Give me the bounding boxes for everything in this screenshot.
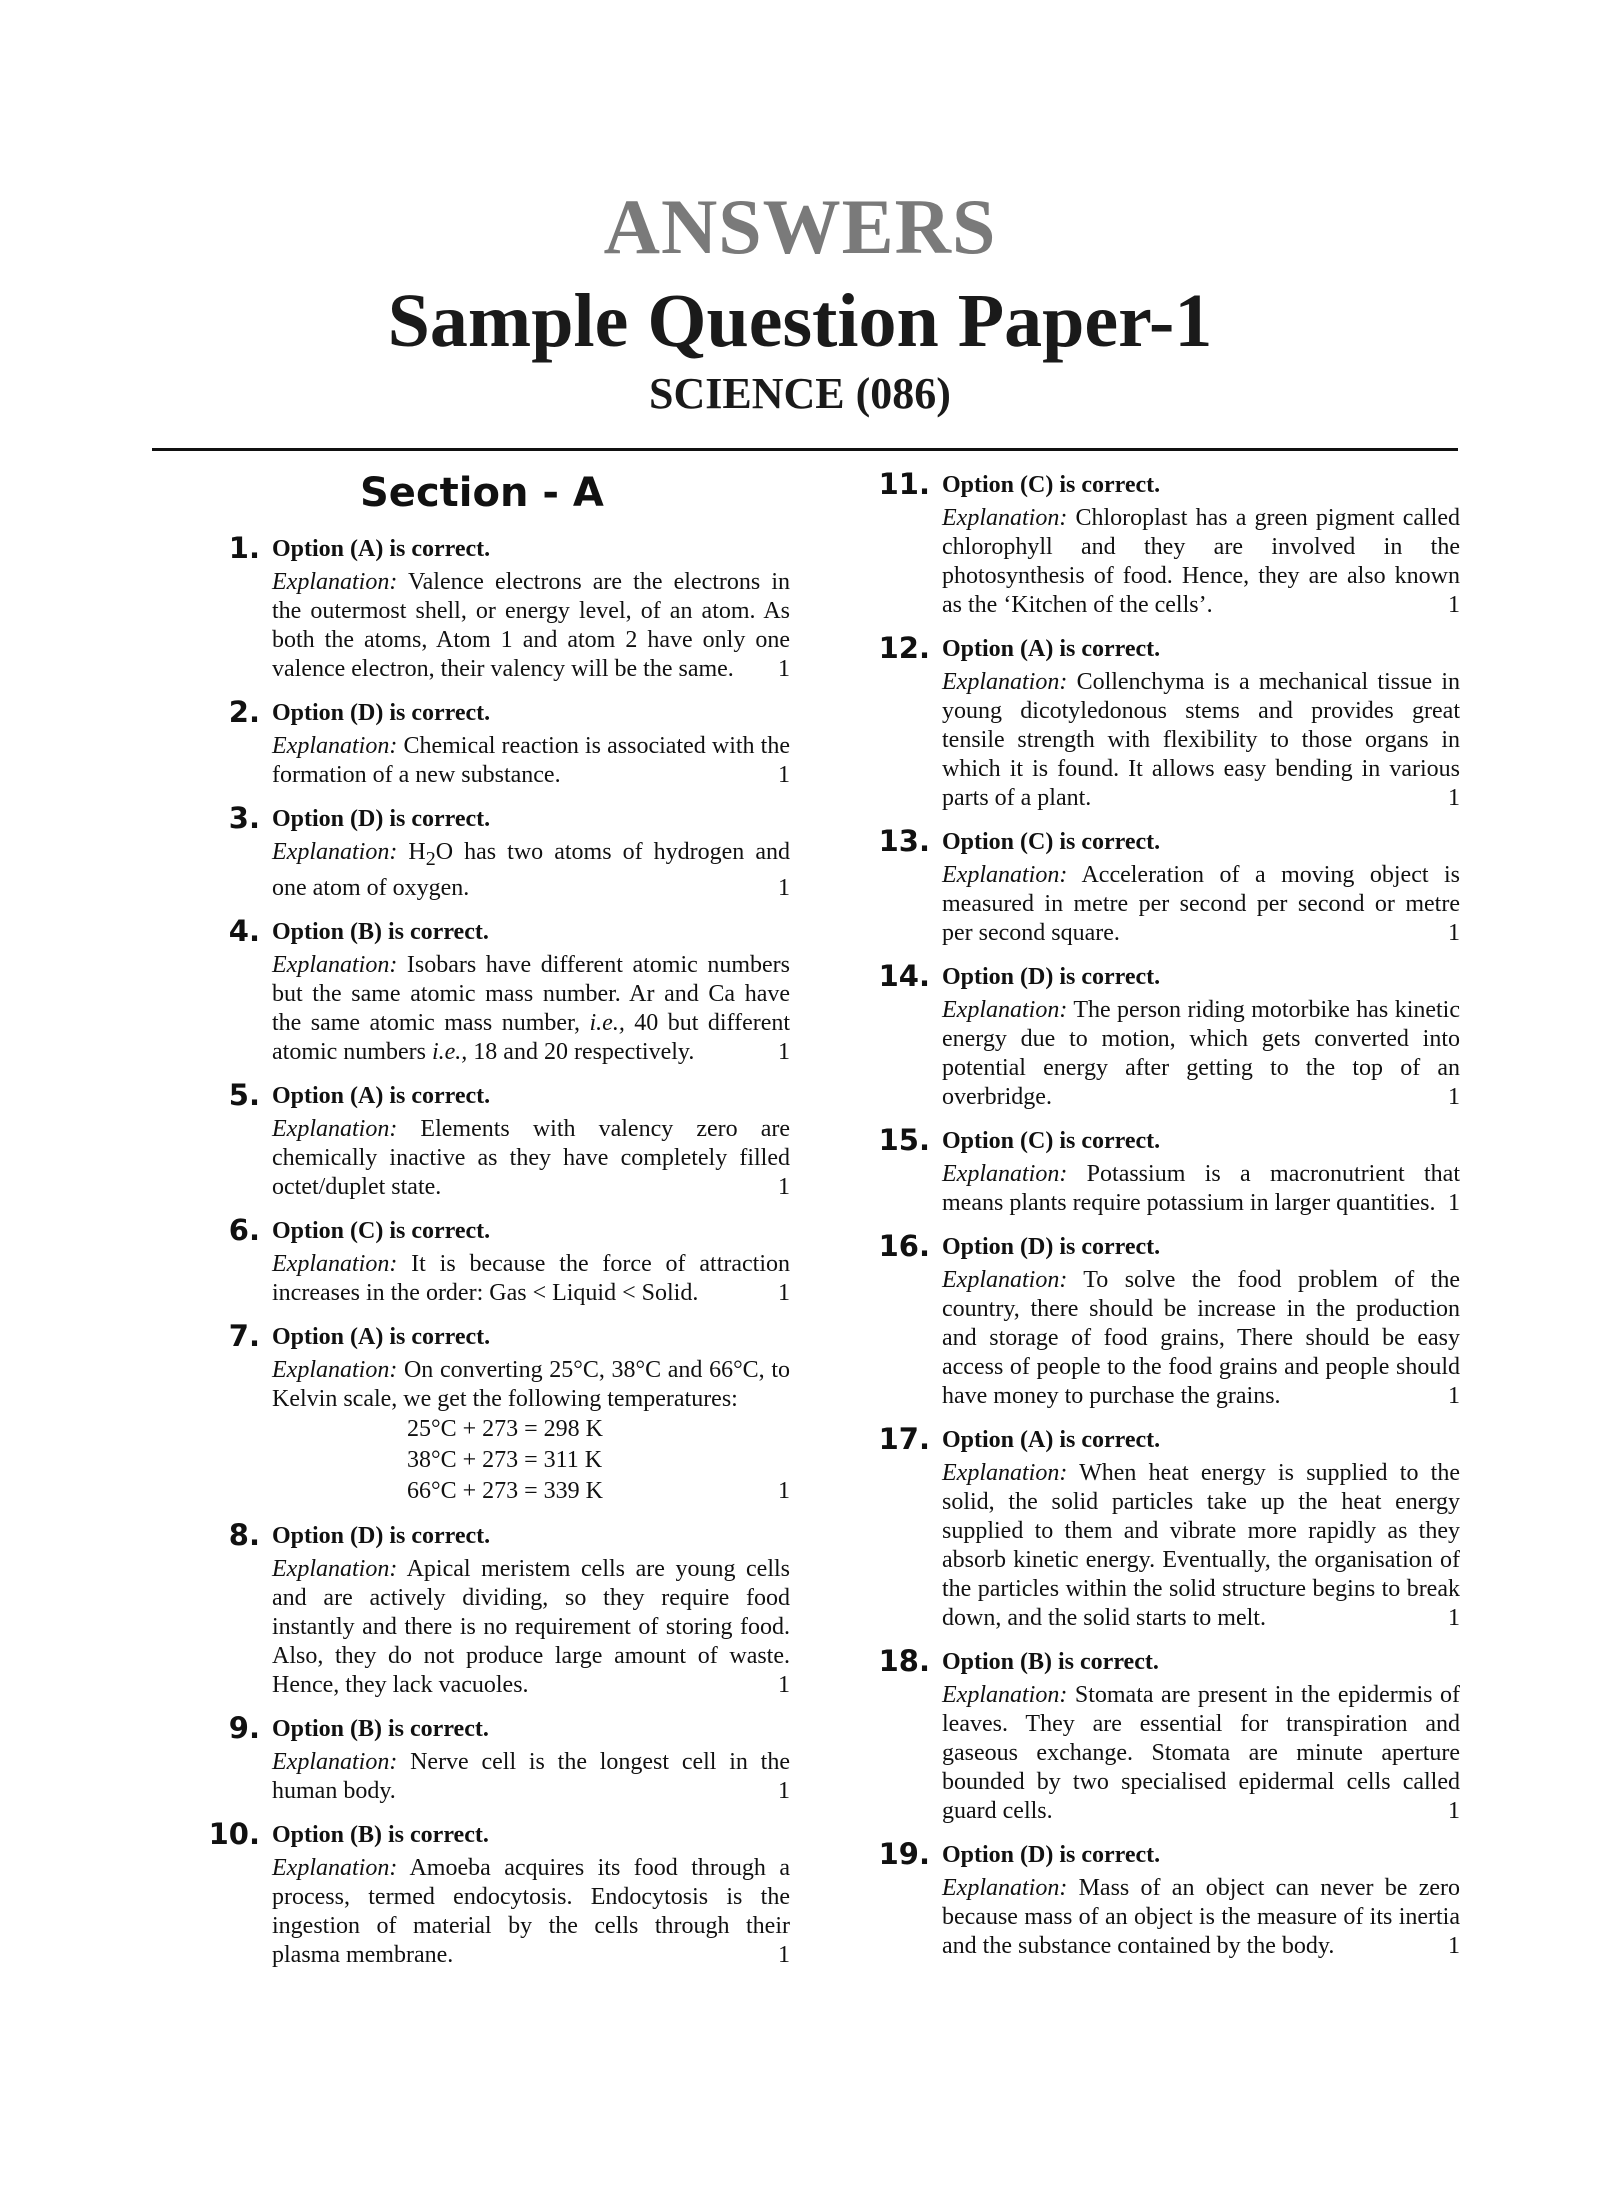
answer-item-15 bbox=[860, 1123, 1461, 1218]
answer-explanation bbox=[942, 996, 1460, 1112]
subject-title: SCIENCE (086) bbox=[649, 369, 951, 418]
question-number: 18. bbox=[878, 1644, 930, 1678]
answer-explanation bbox=[272, 1555, 790, 1700]
explanation-text: When heat energy is supplied to the solid, the solid particles take up the heat energy supplied to them and vibrate more rapidly as they absorb kinetic energy. Eventually, the organisation of the particles within the solid structure begins to break down, and the solid starts to melt. bbox=[942, 1460, 1460, 1631]
explanation-text: Mass of an object can never be zero because mass of an object is the measure of its inertia and the substance contained by the body. bbox=[942, 1875, 1461, 1959]
question-number: 19. bbox=[878, 1837, 930, 1871]
explanation-text-3: 18 and 20 respectively. bbox=[473, 1038, 695, 1065]
answer-option: Option (D) is correct. bbox=[942, 964, 1161, 990]
answer-option: Option (C) is correct. bbox=[942, 472, 1161, 498]
ie-abbrev: i.e., bbox=[431, 1038, 468, 1065]
answer-option: Option (C) is correct. bbox=[272, 1217, 491, 1244]
answer-option: Option (A) is correct. bbox=[942, 1427, 1161, 1453]
answer-item-4 bbox=[190, 913, 791, 1067]
explanation-text: O has two atoms of hydrogen and one atom of oxygen. bbox=[272, 839, 790, 901]
answer-item-12 bbox=[860, 631, 1461, 813]
answer-item-7 bbox=[190, 1318, 790, 1507]
answer-explanation bbox=[272, 1748, 790, 1806]
explanation-label: Explanation: bbox=[942, 505, 1068, 531]
explanation-label: Explanation: bbox=[272, 1115, 398, 1142]
answer-explanation bbox=[272, 568, 790, 684]
explanation-text: Valence electrons are the electrons in the outermost shell, or energy level, of an atom. As both the atoms, Atom 1 and atom 2 have only one valence electron, their valency will be the same. bbox=[272, 569, 790, 682]
marks: 1 bbox=[778, 1173, 790, 1200]
question-number: 2. bbox=[228, 695, 260, 729]
section-heading: Section - A bbox=[360, 470, 604, 516]
explanation-text: Chemical reaction is associated with the formation of a new substance. bbox=[272, 733, 791, 788]
question-number: 11. bbox=[878, 467, 930, 501]
explanation-text: Collenchyma is a mechanical tissue in young dicotyledonous stems and provides great tensile strength with flexibility to those organs in which it is found. It allows easy bending in various parts of a plant. bbox=[942, 669, 1461, 811]
marks: 1 bbox=[1448, 1605, 1460, 1631]
explanation-label: Explanation: bbox=[272, 1555, 398, 1582]
answer-option: Option (A) is correct. bbox=[272, 536, 491, 562]
question-number: 17. bbox=[878, 1422, 930, 1456]
right-column bbox=[860, 467, 1461, 1975]
answer-item-8 bbox=[190, 1517, 790, 1700]
answer-explanation bbox=[942, 504, 1460, 620]
answer-option: Option (D) is correct. bbox=[272, 806, 491, 832]
answer-item-1 bbox=[190, 531, 790, 684]
explanation-text: On converting 25°C, 38°C and 66°C, to Kelvin scale, we get the following temperatures: bbox=[272, 1356, 790, 1412]
explanation-text: To solve the food problem of the country, there should be increase in the production and storage of food grains, There should be easy access of people to the food grains and people should have money to purchase the grains. bbox=[942, 1267, 1460, 1409]
answer-option: Option (A) is correct. bbox=[942, 636, 1161, 662]
question-number: 14. bbox=[878, 959, 930, 993]
answer-option: Option (D) is correct. bbox=[942, 1234, 1161, 1260]
marks: 1 bbox=[1448, 1084, 1460, 1110]
question-number: 16. bbox=[878, 1229, 930, 1263]
marks: 1 bbox=[1448, 785, 1460, 811]
header-divider bbox=[152, 448, 1458, 451]
explanation-text: Nerve cell is the longest cell in the human body. bbox=[272, 1748, 790, 1804]
explanation-label: Explanation: bbox=[942, 1161, 1068, 1187]
explanation-text: Chloroplast has a green pigment called chlorophyll and they are involved in the photosynthesis of food. Hence, they are also known as the ‘Kitchen of the cells’. bbox=[942, 505, 1461, 618]
answer-option: Option (D) is correct. bbox=[272, 1522, 491, 1549]
equation-line: 66°C + 273 = 339 K bbox=[407, 1477, 604, 1504]
answer-item-16 bbox=[860, 1229, 1460, 1411]
question-number: 12. bbox=[878, 631, 930, 665]
marks: 1 bbox=[1448, 1798, 1460, 1824]
question-number: 4. bbox=[228, 913, 260, 948]
answer-item-11 bbox=[860, 467, 1461, 620]
answer-option: Option (A) is correct. bbox=[272, 1323, 491, 1350]
explanation-label: Explanation: bbox=[942, 1460, 1068, 1486]
answer-explanation bbox=[942, 1266, 1460, 1411]
explanation-label: Explanation: bbox=[942, 862, 1068, 888]
answer-explanation bbox=[942, 861, 1460, 948]
question-number: 1. bbox=[228, 531, 260, 565]
explanation-text: Amoeba acquires its food through a process, termed endocytosis. Endocytosis is the ingestion of material by the cells through their plasma membrane. bbox=[272, 1854, 790, 1968]
explanation-label: Explanation: bbox=[272, 839, 398, 865]
explanation-label: Explanation: bbox=[272, 1854, 398, 1881]
marks: 1 bbox=[1448, 1190, 1460, 1216]
question-number: 9. bbox=[228, 1710, 260, 1745]
answer-option: Option (B) is correct. bbox=[272, 1821, 489, 1848]
answers-heading: ANSWERS bbox=[603, 183, 997, 270]
marks: 1 bbox=[1448, 592, 1460, 618]
explanation-text: Stomata are present in the epidermis of leaves. They are essential for transpiration and gaseous exchange. Stomata are minute aperture bounded by two specialised epidermal cells called guard cells. bbox=[942, 1682, 1460, 1824]
answer-item-6 bbox=[190, 1212, 791, 1308]
marks: 1 bbox=[778, 1279, 790, 1306]
question-number: 6. bbox=[228, 1212, 260, 1247]
answer-explanation bbox=[272, 838, 790, 903]
explanation-text: The person riding motorbike has kinetic energy due to motion, which gets converted into potential energy after getting to the top of an overbridge. bbox=[942, 997, 1460, 1110]
question-number: 5. bbox=[228, 1077, 260, 1112]
explanation-text: Potassium is a macronutrient that means plants require potassium in larger quantities. bbox=[942, 1161, 1461, 1216]
left-column bbox=[190, 470, 790, 1984]
answer-item-17 bbox=[860, 1422, 1460, 1633]
marks: 1 bbox=[778, 1671, 790, 1698]
equation-block bbox=[272, 1414, 790, 1507]
answer-explanation bbox=[272, 951, 790, 1067]
question-number: 3. bbox=[228, 801, 260, 835]
answer-item-10 bbox=[190, 1816, 790, 1970]
explanation-text: Elements with valency zero are chemically inactive as they have completely filled octet/duplet state. bbox=[272, 1115, 791, 1200]
answer-item-9 bbox=[190, 1710, 790, 1806]
answer-explanation bbox=[942, 1160, 1460, 1218]
answer-explanation bbox=[272, 1356, 790, 1414]
question-number: 10. bbox=[208, 1816, 260, 1851]
formula-element: H bbox=[408, 839, 426, 865]
explanation-text: Acceleration of a moving object is measured in metre per second per second or metre per second square. bbox=[942, 862, 1460, 946]
question-number: 15. bbox=[878, 1123, 930, 1157]
explanation-text: Apical meristem cells are young cells and are actively dividing, so they require food instantly and there is no requirement of storing food. Also, they do not produce large amount of waste. Hence, they lack vacuoles. bbox=[272, 1555, 790, 1698]
answer-item-18 bbox=[860, 1644, 1460, 1826]
marks: 1 bbox=[778, 874, 790, 901]
explanation-label: Explanation: bbox=[942, 1682, 1068, 1708]
marks: 1 bbox=[778, 656, 790, 682]
answer-item-3 bbox=[190, 801, 790, 903]
marks: 1 bbox=[1448, 1383, 1460, 1409]
explanation-label: Explanation: bbox=[942, 1267, 1068, 1293]
answer-option: Option (B) is correct. bbox=[942, 1649, 1159, 1675]
marks: 1 bbox=[778, 1038, 790, 1065]
answer-explanation bbox=[942, 1874, 1460, 1961]
explanation-text: It is because the force of attraction increases in the order: Gas < Liquid < Solid. bbox=[272, 1250, 791, 1306]
explanation-label: Explanation: bbox=[272, 1356, 398, 1383]
explanation-label: Explanation: bbox=[272, 1250, 398, 1277]
answer-option: Option (A) is correct. bbox=[272, 1082, 491, 1109]
equation-line: 25°C + 273 = 298 K bbox=[407, 1415, 604, 1442]
answer-explanation bbox=[942, 668, 1460, 813]
marks: 1 bbox=[778, 1941, 790, 1968]
answer-explanation bbox=[942, 1681, 1460, 1826]
answer-explanation bbox=[942, 1459, 1460, 1633]
marks: 1 bbox=[778, 762, 790, 788]
answer-item-19 bbox=[860, 1837, 1461, 1961]
question-number: 8. bbox=[228, 1517, 260, 1552]
marks: 1 bbox=[778, 1477, 790, 1504]
answer-option: Option (C) is correct. bbox=[942, 1128, 1161, 1154]
answer-explanation bbox=[272, 732, 790, 790]
formula-subscript: 2 bbox=[425, 847, 436, 870]
paper-title: Sample Question Paper-1 bbox=[387, 279, 1213, 363]
answer-item-14 bbox=[860, 959, 1460, 1112]
answer-option: Option (B) is correct. bbox=[272, 918, 489, 945]
explanation-label: Explanation: bbox=[272, 951, 398, 978]
explanation-label: Explanation: bbox=[272, 569, 398, 595]
marks: 1 bbox=[778, 1777, 790, 1804]
explanation-label: Explanation: bbox=[272, 733, 398, 759]
answer-option: Option (D) is correct. bbox=[272, 700, 491, 726]
answer-option: Option (D) is correct. bbox=[942, 1842, 1161, 1868]
answer-item-2 bbox=[190, 695, 791, 790]
explanation-text-2: 40 but different atomic numbers bbox=[272, 1009, 791, 1065]
explanation-label: Explanation: bbox=[942, 997, 1068, 1023]
explanation-label: Explanation: bbox=[942, 1875, 1068, 1901]
question-number: 7. bbox=[228, 1318, 260, 1353]
answer-item-13 bbox=[860, 824, 1460, 948]
question-number: 13. bbox=[878, 824, 930, 858]
equation-line: 38°C + 273 = 311 K bbox=[407, 1446, 603, 1473]
answer-explanation bbox=[272, 1115, 790, 1202]
answer-option: Option (C) is correct. bbox=[942, 829, 1161, 855]
ie-abbrev: i.e., bbox=[589, 1009, 625, 1036]
explanation-label: Explanation: bbox=[272, 1748, 398, 1775]
answer-explanation bbox=[272, 1250, 790, 1308]
answer-option: Option (B) is correct. bbox=[272, 1715, 489, 1742]
explanation-text: Isobars have different atomic numbers but the same atomic mass number. Ar and Ca have the same atomic mass number, bbox=[272, 951, 791, 1036]
answer-item-5 bbox=[190, 1077, 791, 1202]
answer-explanation bbox=[272, 1854, 790, 1970]
marks: 1 bbox=[1448, 920, 1460, 946]
explanation-label: Explanation: bbox=[942, 669, 1068, 695]
marks: 1 bbox=[1448, 1933, 1460, 1959]
